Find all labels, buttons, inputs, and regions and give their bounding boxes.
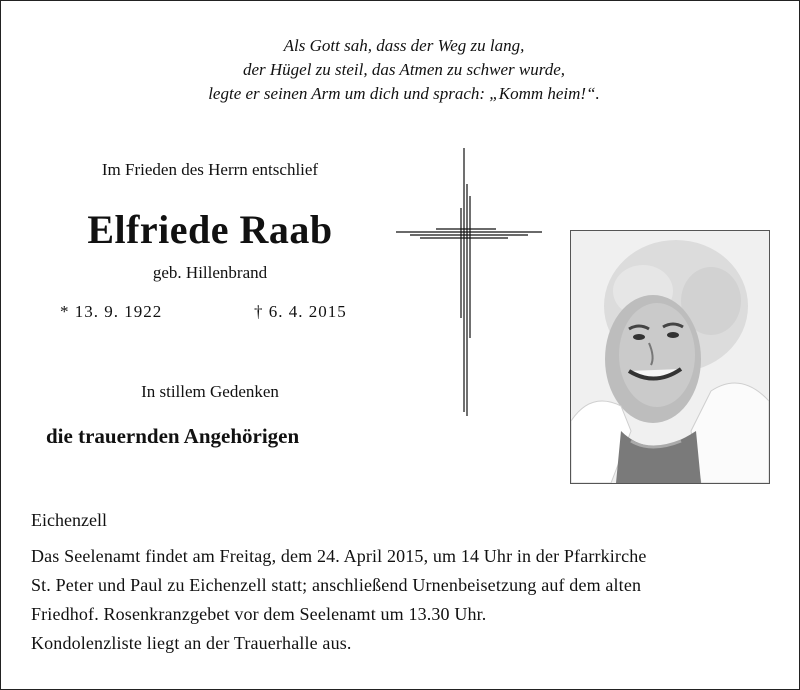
announcement-line: Das Seelenamt findet am Freitag, dem 24. April 2015, um 14 Uhr in der Pfarrkirche bbox=[31, 546, 647, 566]
intro-text: Im Frieden des Herrn entschlief bbox=[101, 160, 319, 179]
announcement-line: Kondolenzliste liegt an der Trauerhalle aus. bbox=[31, 633, 352, 653]
poem-line: legte er seinen Arm um dich und sprach: „Komm heim!“. bbox=[208, 84, 600, 103]
announcement-line: St. Peter und Paul zu Eichenzell statt; anschließend Urnenbeisetzung auf dem alten bbox=[31, 575, 642, 595]
place-name: Eichenzell bbox=[31, 510, 107, 530]
mourners: die trauernden Angehörigen bbox=[46, 424, 300, 448]
poem-line: der Hügel zu steil, das Atmen zu schwer wurde, bbox=[242, 60, 566, 79]
service-announcement bbox=[31, 542, 776, 658]
portrait-photo bbox=[570, 230, 770, 484]
portrait-image bbox=[571, 231, 769, 483]
death-date: † 6. 4. 2015 bbox=[254, 302, 347, 321]
poem-line: Als Gott sah, dass der Weg zu lang, bbox=[283, 36, 525, 55]
maiden-name: geb. Hillenbrand bbox=[152, 263, 268, 282]
deceased-name: Elfriede Raab bbox=[87, 207, 333, 252]
poem bbox=[0, 34, 800, 106]
birth-date: * 13. 9. 1922 bbox=[60, 302, 163, 321]
announcement-line: Friedhof. Rosenkranzgebet vor dem Seelenamt um 13.30 Uhr. bbox=[31, 604, 487, 624]
memorial-phrase: In stillem Gedenken bbox=[141, 382, 279, 401]
cross-icon bbox=[396, 148, 542, 416]
